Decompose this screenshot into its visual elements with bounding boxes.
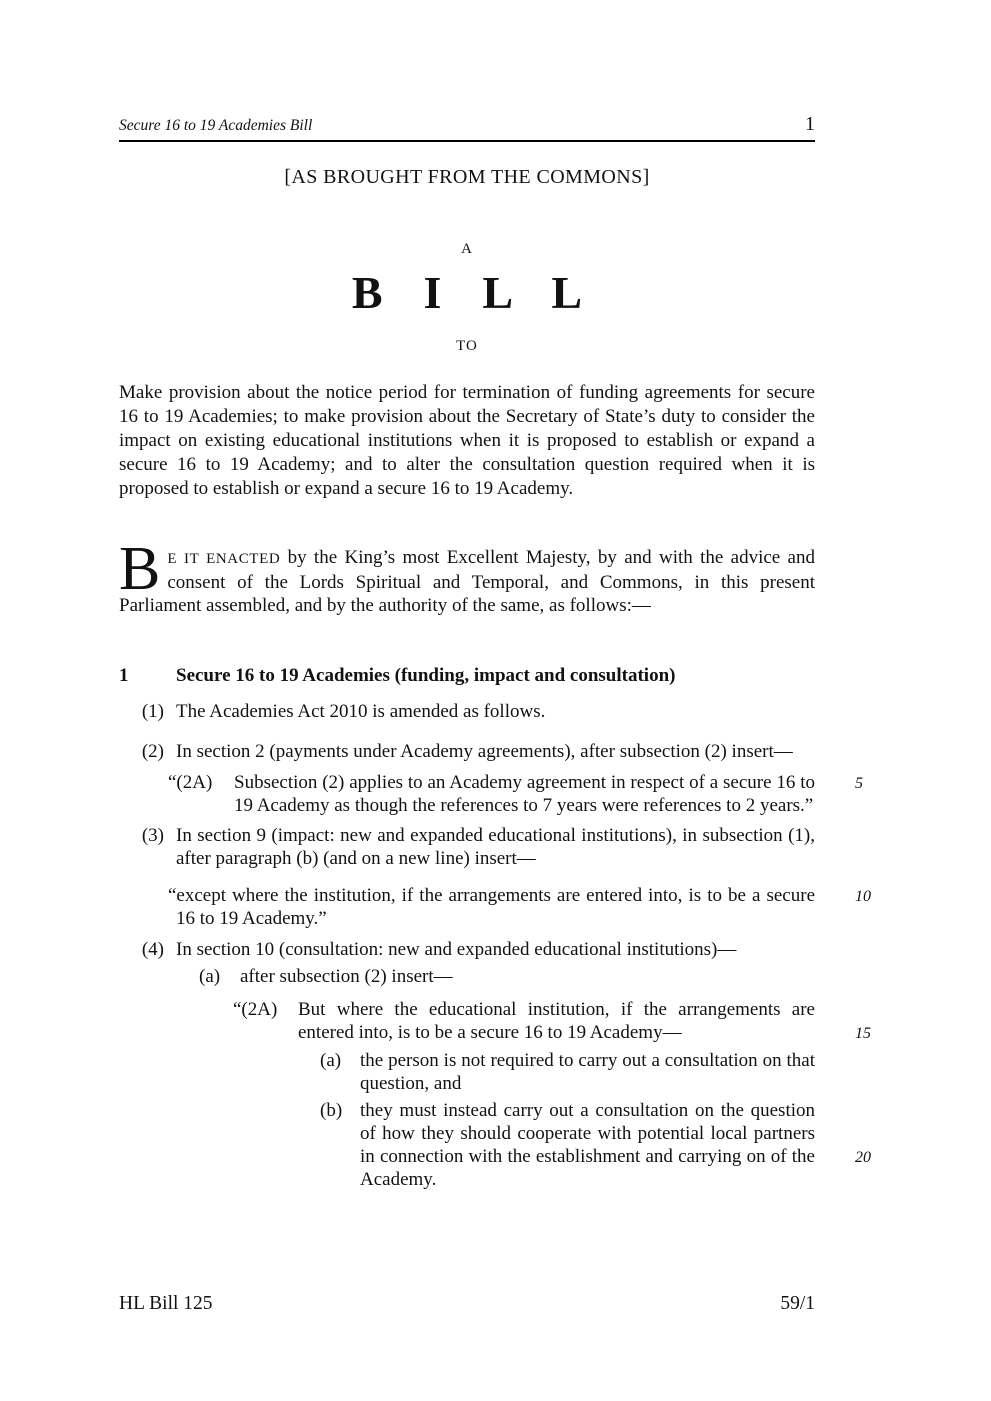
- margin-line-number-20: 20: [855, 1149, 871, 1166]
- quoted-provision-2a-text: Subsection (2) applies to an Academy agreement in respect of a secure 16 to 19 Academy as though the references to 7 years were references to 2 years.”: [234, 772, 815, 816]
- inner-paragraph-b-block: [119, 1099, 871, 1191]
- inner-quoted-provision-2a: [119, 998, 815, 1044]
- subsection-4-text: In section 10 (consultation: new and expanded educational institutions)—: [176, 939, 737, 960]
- quoted-provision-2a-label: “(2A): [168, 772, 213, 793]
- subsection-3-text: In section 9 (impact: new and expanded educational institutions), in subsection (1), after paragraph (b) (and on a new line) insert—: [176, 825, 815, 869]
- inner-paragraph-a-text: the person is not required to carry out a consultation on that question, and: [360, 1050, 815, 1094]
- footer-session-number: 59/1: [780, 1293, 815, 1314]
- subsection-2-number: (2): [141, 741, 164, 762]
- section-heading-row: [119, 664, 815, 687]
- subsection-2-text: In section 2 (payments under Academy agreements), after subsection (2) insert—: [176, 741, 793, 762]
- inner-paragraph-b-text: they must instead carry out a consultation on the question of how they should cooperate with potential local partners in connection with the establishment and carrying on of the Academy.: [360, 1100, 815, 1190]
- quoted-provision-2a-block: [119, 771, 863, 817]
- subsection-4-block: [119, 938, 815, 961]
- drop-cap-b: B: [119, 535, 161, 603]
- enacting-clause: [119, 535, 815, 617]
- section-heading: Secure 16 to 19 Academies (funding, impact and consultation): [176, 665, 676, 686]
- inner-paragraph-a-number: (a): [320, 1050, 342, 1071]
- margin-line-number-10: 10: [855, 888, 871, 905]
- quoted-except-text: “except where the institution, if the arrangements are entered into, is to be a secure 16 to 19 Academy.”: [168, 885, 815, 929]
- masthead-letter-a: A: [461, 241, 473, 257]
- footer-bill-number: HL Bill 125: [119, 1293, 213, 1314]
- subsection-1-number: (1): [141, 701, 164, 722]
- running-header: [119, 113, 815, 142]
- subsection-4: [119, 938, 815, 961]
- subsection-3-block: [119, 824, 815, 870]
- subsection-1-text: The Academies Act 2010 is amended as follows.: [176, 701, 546, 722]
- inner-paragraph-a: [119, 1049, 815, 1095]
- inner-quoted-provision-2a-label: “(2A): [233, 999, 278, 1020]
- quoted-except-block: [119, 884, 871, 930]
- subsection-2-block: [119, 740, 815, 763]
- margin-line-number-15: 15: [855, 1025, 871, 1042]
- subsection-2: [119, 740, 815, 763]
- inner-paragraph-a-block: [119, 1049, 815, 1095]
- paragraph-4a: [119, 965, 815, 988]
- inner-paragraph-b: [119, 1099, 815, 1191]
- margin-line-number-5: 5: [855, 775, 863, 792]
- enacting-body: by the King’s most Excellent Majesty, by and with the advice and consent of the Lords Spiritual and Temporal, and Commons, in this present Parliament assembled, and by the authority of the same, as follows:—: [119, 547, 815, 616]
- quoted-provision-2a: [119, 771, 815, 817]
- subsection-4-number: (4): [141, 939, 164, 960]
- page-footer: [119, 1293, 815, 1315]
- brought-from-commons-line: [AS BROUGHT FROM THE COMMONS]: [284, 166, 650, 188]
- long-title: Make provision about the notice period for termination of funding agreements for secure 16 to 19 Academies; to make provision about the Secretary of State’s duty to consider the impact on existing educational institutions when it is proposed to establish or expand a secure 16 to 19 Academy; and to alter the consultation question required when it is proposed to establish or expand a secure 16 to 19 Academy.: [119, 382, 815, 499]
- paragraph-4a-text: after subsection (2) insert—: [240, 966, 453, 987]
- masthead-to: TO: [456, 338, 478, 354]
- subsection-1-block: [119, 700, 815, 723]
- bill-masthead-title: B I L L: [351, 267, 597, 318]
- paragraph-4a-block: [119, 965, 815, 988]
- text-column: [119, 0, 871, 1191]
- subsection-3-number: (3): [141, 825, 164, 846]
- subsection-3: [119, 824, 815, 870]
- inner-quoted-provision-2a-block: [119, 998, 871, 1044]
- running-header-title: Secure 16 to 19 Academies Bill: [119, 117, 313, 134]
- section-number: 1: [119, 665, 129, 686]
- paragraph-4a-number: (a): [199, 966, 221, 987]
- inner-paragraph-b-number: (b): [320, 1100, 343, 1121]
- enacting-lead-small-caps: E IT ENACTED: [167, 551, 281, 567]
- inner-quoted-provision-2a-text: But where the educational institution, if the arrangements are entered into, is to be a secure 16 to 19 Academy—: [298, 999, 815, 1043]
- subsection-1: [119, 700, 815, 723]
- page-number: 1: [805, 113, 815, 135]
